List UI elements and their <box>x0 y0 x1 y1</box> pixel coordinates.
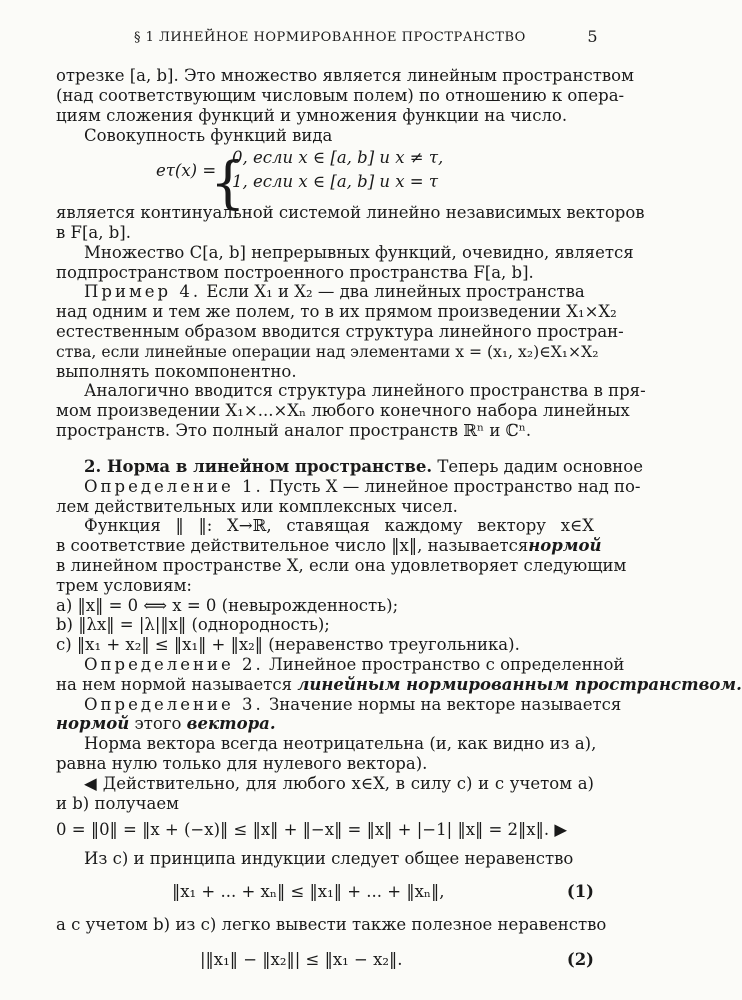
text-line: Совокупность функций вида <box>84 125 333 145</box>
axiom-a: a) ‖x‖ = 0 ⟺ x = 0 (невырожденность); <box>56 595 399 615</box>
text-line <box>84 654 625 676</box>
axiom-b: b) ‖λx‖ = |λ|‖x‖ (однородность); <box>56 615 330 635</box>
formula-e-case-1: 0, если x ∈ [a, b] и x ≠ τ, <box>232 148 444 168</box>
section-heading: 2. Норма в линейном пространстве. <box>84 457 433 476</box>
equation-number-1: (1) <box>566 882 594 901</box>
term-norm: нормой <box>528 536 602 556</box>
text-line: в линейном пространстве X, если она удовлетворяет следующим <box>56 556 627 575</box>
term-vector: вектора. <box>186 714 276 734</box>
text-line <box>56 535 602 557</box>
term-norm-of-vector: нормой <box>56 714 130 734</box>
section-intro: Теперь дадим основное <box>437 457 644 476</box>
text-line: циям сложения функций и умножения функции на число. <box>56 106 568 125</box>
definition-3-cont: этого <box>134 714 182 734</box>
text-line: Норма вектора всегда неотрицательна (и, как видно из a), <box>84 734 597 754</box>
text-line: Аналогично вводится структура линейного пространства в пря- <box>84 381 646 401</box>
text-line <box>56 713 594 735</box>
example-label: Пример 4. <box>84 282 202 302</box>
formula-zero-chain: 0 = ‖0‖ = ‖x + (−x)‖ ≤ ‖x‖ + ‖−x‖ = ‖x‖ + |−1| ‖x‖ = 2‖x‖. ▶ <box>56 819 568 839</box>
formula-e-lhs: eτ(x) = <box>156 160 217 180</box>
running-title: § 1 ЛИНЕЙНОЕ НОРМИРОВАННОЕ ПРОСТРАНСТВО <box>134 30 526 45</box>
text-line <box>56 674 742 696</box>
text-line: а с учетом b) из c) легко вывести также полезное неравенство <box>56 915 607 934</box>
formula-e-case-2: 1, если x ∈ [a, b] и x = τ <box>232 171 439 191</box>
definition-2-cont: на нем нормой называется <box>56 674 293 694</box>
axiom-c: c) ‖x₁ + x₂‖ ≤ ‖x₁‖ + ‖x₂‖ (неравенство треугольника). <box>56 635 520 655</box>
definition-1-text: Пусть X — линейное пространство над по- <box>269 476 641 496</box>
definition-1-label: Определение 1. <box>84 476 264 496</box>
text-line <box>84 281 594 303</box>
text-line: над одним и тем же полем, то в их прямом произведении X₁×X₂ <box>56 302 617 322</box>
text-line: отрезке [a, b]. Это множество является линейным пространством <box>56 66 634 86</box>
norm-definition-text: в соответствие действительное число ‖x‖, называется <box>56 536 529 556</box>
text-line: является континуальной системой линейно независимых векторов <box>56 203 645 223</box>
text-line: подпространством построенного пространства F[a, b]. <box>56 262 534 282</box>
text-line: мом произведении X₁×...×Xₙ любого конечного набора линейных <box>56 401 630 421</box>
definition-3-text: Значение нормы на векторе называется <box>269 694 622 714</box>
text-line: лем действительных или комплексных чисел. <box>56 496 458 516</box>
text-line: выполнять покомпонентно. <box>56 361 297 381</box>
text-line: ства, если линейные операции над элементами x = (x₁, x₂)∈X₁×X₂ <box>56 342 599 361</box>
text-line: трем условиям: <box>56 575 192 595</box>
text-line: естественным образом вводится структура линейного простран- <box>56 322 624 341</box>
left-brace: { <box>210 151 246 216</box>
definition-2-text: Линейное пространство с определенной <box>269 655 625 674</box>
example-text: Если X₁ и X₂ — два линейных пространства <box>206 282 585 302</box>
page-number: 5 <box>587 27 598 46</box>
text-line: равна нулю только для нулевого вектора). <box>56 754 428 773</box>
term-normed-space: линейным нормированным пространством. <box>297 674 742 694</box>
text-line <box>84 476 641 498</box>
text-line: ◀ Действительно, для любого x∈X, в силу c) и с учетом a) <box>84 773 594 793</box>
definition-2-label: Определение 2. <box>84 655 264 674</box>
formula-inequality-2: |‖x₁‖ − ‖x₂‖| ≤ ‖x₁ − x₂‖. <box>200 950 403 969</box>
text-line: и b) получаем <box>56 793 179 813</box>
text-line: Функция ‖ ‖: X→ℝ, ставящая каждому вектору x∈X <box>84 516 594 536</box>
text-line: в F[a, b]. <box>56 223 131 242</box>
text-line: Из c) и принципа индукции следует общее неравенство <box>84 849 574 869</box>
text-line: пространств. Это полный аналог пространств ℝⁿ и ℂⁿ. <box>56 421 532 440</box>
text-line: (над соответствующим числовым полем) по отношению к опера- <box>56 86 625 106</box>
text-line: Множество C[a, b] непрерывных функций, очевидно, является <box>84 242 634 262</box>
section-heading-line <box>84 456 644 478</box>
formula-inequality-1: ‖x₁ + ... + xₙ‖ ≤ ‖x₁‖ + ... + ‖xₙ‖, <box>172 882 445 901</box>
text-line <box>84 694 622 716</box>
equation-number-2: (2) <box>566 950 594 969</box>
definition-3-label: Определение 3. <box>84 694 264 714</box>
